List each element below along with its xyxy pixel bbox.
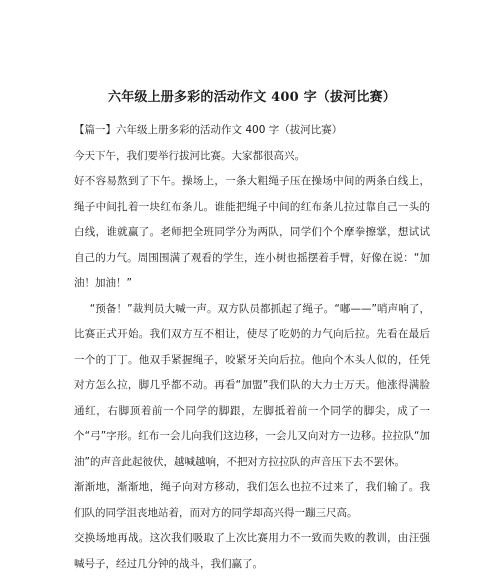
section-heading: 【篇一】六年级上册多彩的活动作文 400 字（拔河比赛） [74,124,343,136]
paragraph-4: 渐渐地，渐渐地，绳子向对方移动，我们怎么也拉不过来了，我们输了。我们队的同学沮丧地站着，而对方的同学却高兴得一蹦三尺高。 [74,481,430,519]
paragraph-2: 好不容易熬到了下午。操场上，一条大粗绳子压在操场中间的两条白线上，绳子中间扎着一块红布条儿。谁能把绳子中间的红布条儿拉过靠自己一头的白线，谁就赢了。老师把全班同学分为两队，同学们个个摩拳擦掌，想试试自己的力气。周围围满了观看的学生，连小树也摇摆着手臂，好像在说：“加油！加油！” [74,175,430,289]
paragraph-3: “预备！”裁判员大喊一声。双方队员都抓起了绳子。“嘟——”哨声响了，比赛正式开始。我们双方互不相让，使尽了吃奶的力气向后拉。先看在最后一个的丁丁。他双手紧握绳子，咬紧牙关向后拉。他向个木头人似的，任凭对方怎么拉，脚几乎都不动。再看“加盟”我们队的大力士万天。他涨得满脸通红，右脚顶着前一个同学的脚跟，左脚抵着前一个同学的脚尖，成了一个“弓”字形。红布一会儿向我们这边移，一会儿又向对方一边移。拉拉队“加油”的声音此起彼伏，越喊越响，不把对方拉拉队的声音压下去不罢休。 [74,302,430,468]
paragraph-5: 交换场地再战。这次我们吸取了上次比赛用力不一致而失败的教训，由汪强喊号子，经过几分钟的战斗，我们赢了。 [74,532,430,570]
document-title: 六年级上册多彩的活动作文 400 字（拔河比赛） [108,90,396,105]
paragraph-1: 今天下午，我们要举行拔河比赛。大家都很高兴。 [74,149,305,162]
